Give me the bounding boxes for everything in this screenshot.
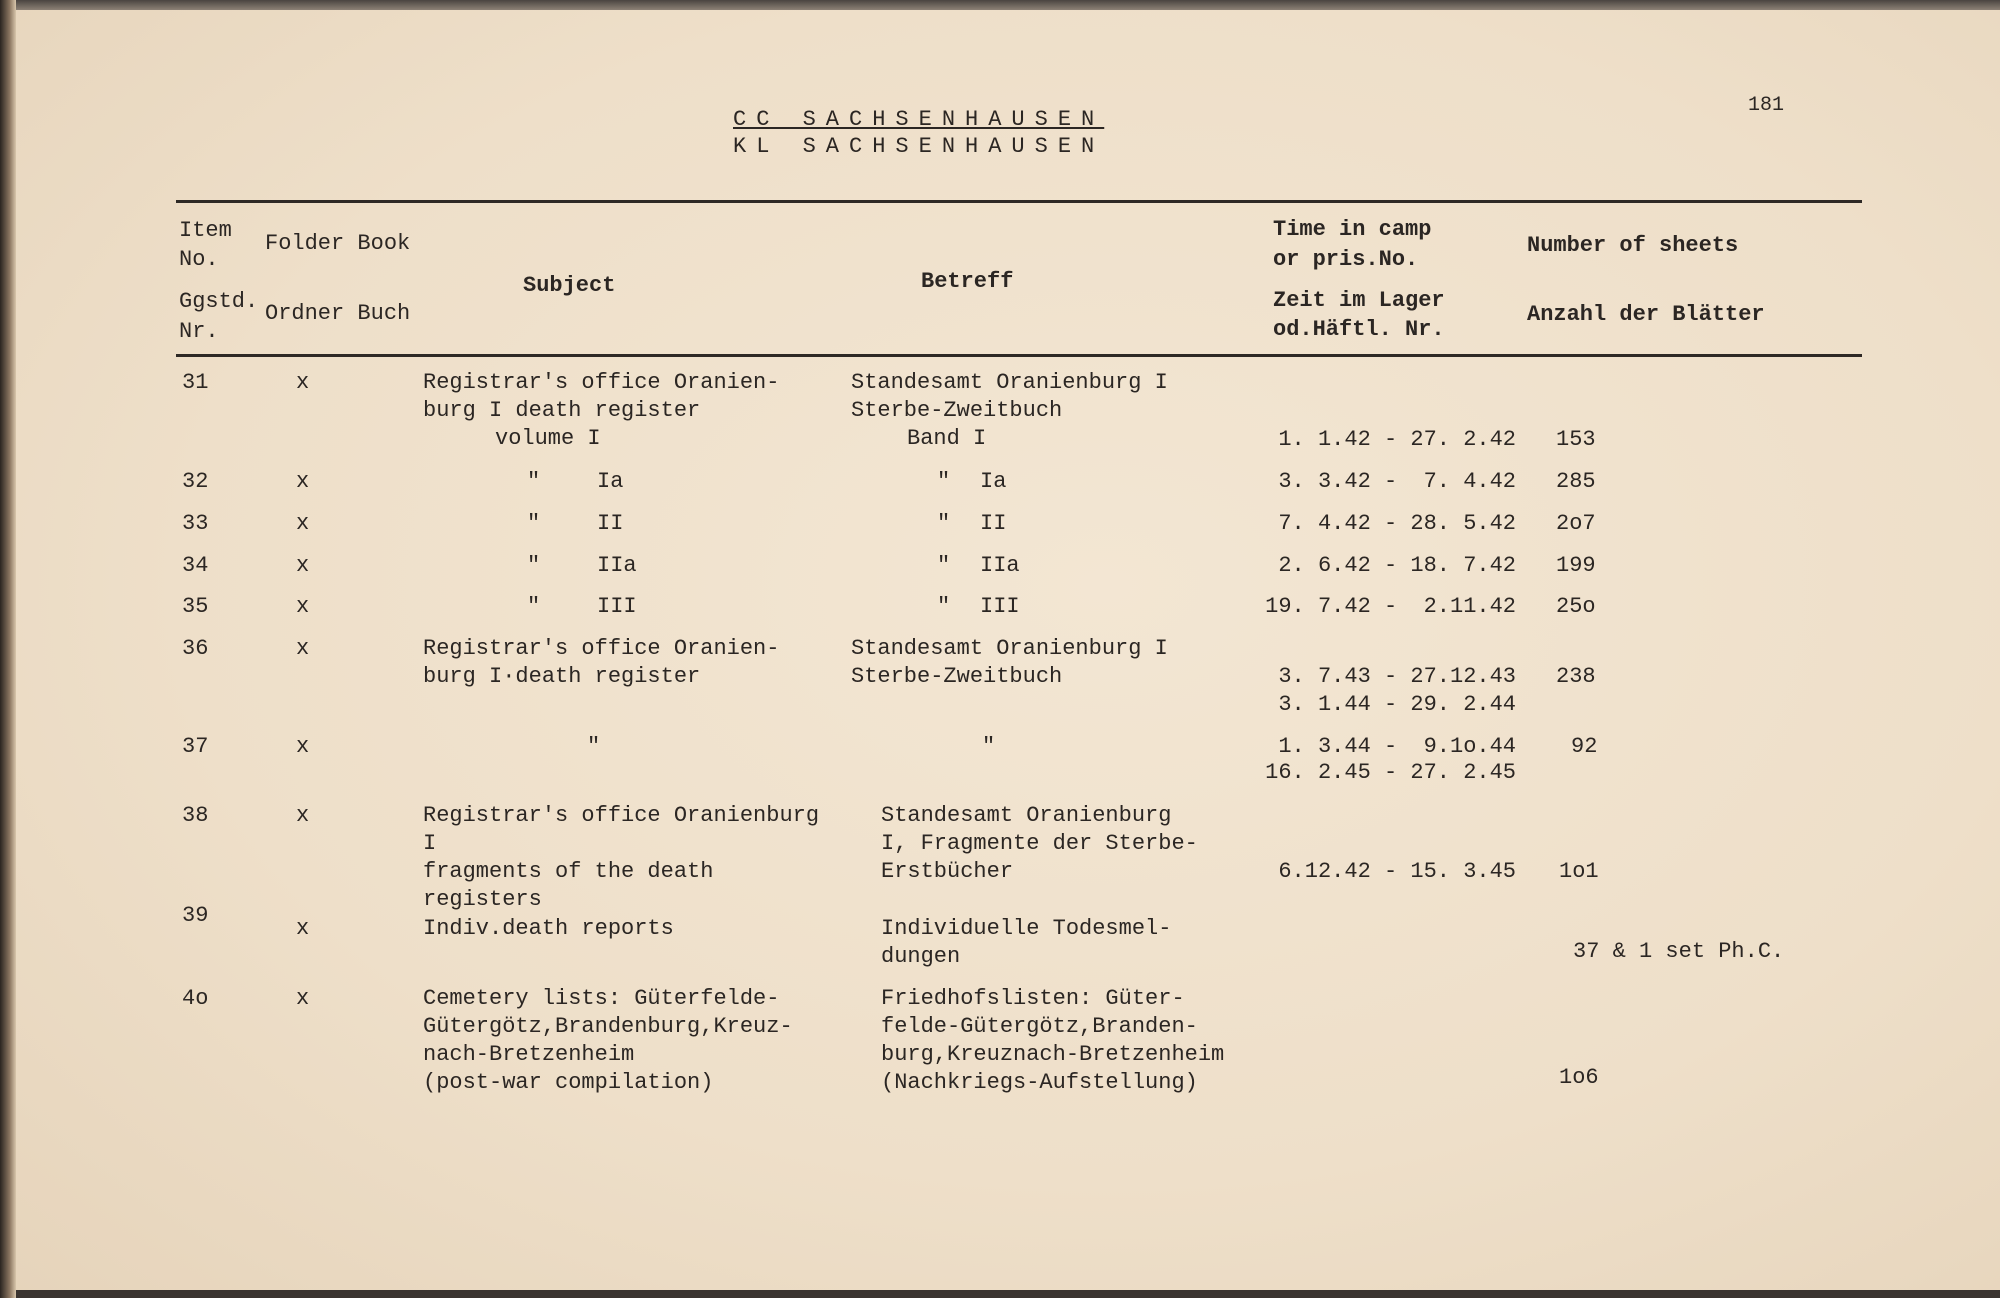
header-item: Item	[179, 218, 232, 243]
subject-volume: Ia	[597, 469, 624, 494]
header-number-of-sheets: Number of sheets	[1527, 233, 1739, 258]
folder-mark: x	[296, 916, 310, 941]
number-of-sheets: 153	[1556, 427, 1596, 452]
number-of-sheets: 285	[1556, 469, 1596, 494]
time-in-camp: 6.12.42 - 15. 3.45	[1278, 859, 1516, 884]
item-number: 4o	[182, 986, 209, 1011]
subject-line: burg I death register	[423, 398, 701, 423]
subject-line: fragments of the death	[423, 859, 714, 884]
time-in-camp: 3. 1.44 - 29. 2.44	[1278, 692, 1516, 717]
betreff-line: Standesamt Oranienburg I	[851, 370, 1168, 395]
header-haeftl-nr: od.Häftl. Nr.	[1273, 317, 1445, 342]
betreff-line: burg,Kreuznach-Bretzenheim	[881, 1042, 1225, 1067]
folder-mark: x	[296, 469, 310, 494]
header-top-rule	[176, 200, 1862, 203]
subject-line: nach-Bretzenheim	[423, 1042, 635, 1067]
header-item-no: No.	[179, 247, 219, 272]
folder-mark: x	[296, 594, 310, 619]
betreff-ditto-mark: "	[937, 594, 951, 619]
title-line-1: CC SACHSENHAUSEN	[733, 107, 1105, 132]
betreff-line: Sterbe-Zweitbuch	[851, 664, 1063, 689]
item-number: 32	[182, 469, 209, 494]
betreff-line: Band I	[907, 426, 987, 451]
betreff-line: felde-Gütergötz,Branden-	[881, 1014, 1198, 1039]
time-in-camp: 3. 3.42 - 7. 4.42	[1278, 469, 1516, 494]
subject-volume: IIa	[597, 553, 637, 578]
betreff-line: (Nachkriegs-Aufstellung)	[881, 1070, 1198, 1095]
subject-volume: II	[597, 511, 624, 536]
number-of-sheets: 199	[1556, 553, 1596, 578]
betreff-line: Individuelle Todesmel-	[881, 916, 1172, 941]
number-of-sheets: 25o	[1556, 594, 1596, 619]
binding-edge	[0, 0, 16, 1298]
subject-line: I	[423, 831, 437, 856]
item-number: 39	[182, 903, 209, 928]
subject-line: Gütergötz,Brandenburg,Kreuz-	[423, 1014, 793, 1039]
number-of-sheets: 37 & 1 set Ph.C.	[1573, 939, 1785, 964]
subject-line: burg I·death register	[423, 664, 701, 689]
time-in-camp: 7. 4.42 - 28. 5.42	[1278, 511, 1516, 536]
subject-line: (post-war compilation)	[423, 1070, 714, 1095]
item-number: 36	[182, 636, 209, 661]
item-number: 31	[182, 370, 209, 395]
betreff-ditto-mark: "	[937, 511, 951, 536]
subject-ditto-mark: "	[527, 594, 541, 619]
time-in-camp: 2. 6.42 - 18. 7.42	[1278, 553, 1516, 578]
folder-mark: x	[296, 553, 310, 578]
time-in-camp: 3. 7.43 - 27.12.43	[1278, 664, 1516, 689]
folder-mark: x	[296, 986, 310, 1011]
betreff-ditto-mark: "	[937, 553, 951, 578]
header-betreff: Betreff	[921, 269, 1014, 294]
header-bottom-rule	[176, 354, 1862, 357]
number-of-sheets: 92	[1571, 734, 1598, 759]
subject-ditto-mark: "	[587, 734, 601, 759]
subject-line: volume I	[495, 426, 601, 451]
folder-mark: x	[296, 511, 310, 536]
header-ggstd: Ggstd.	[179, 289, 259, 314]
folder-mark: x	[296, 370, 310, 395]
header-pris-no: or pris.No.	[1273, 247, 1419, 272]
number-of-sheets: 238	[1556, 664, 1596, 689]
betreff-ditto-mark: "	[937, 469, 951, 494]
betreff-volume: Ia	[980, 469, 1007, 494]
number-of-sheets: 1o1	[1559, 859, 1599, 884]
betreff-volume: IIa	[980, 553, 1020, 578]
betreff-line: Friedhofslisten: Güter-	[881, 986, 1185, 1011]
header-folder-book: Folder Book	[265, 231, 411, 256]
item-number: 33	[182, 511, 209, 536]
title-line-2: KL SACHSENHAUSEN	[733, 134, 1105, 159]
betreff-line: dungen	[881, 944, 961, 969]
time-in-camp: 1. 3.44 - 9.1o.44	[1278, 734, 1516, 759]
folder-mark: x	[296, 803, 310, 828]
subject-volume: III	[597, 594, 637, 619]
page-number: 181	[1748, 94, 1785, 117]
betreff-line: Standesamt Oranienburg I	[851, 636, 1168, 661]
subject-line: Registrar's office Oranienburg	[423, 803, 820, 828]
subject-ditto-mark: "	[527, 553, 541, 578]
header-anzahl-blaetter: Anzahl der Blätter	[1527, 302, 1765, 327]
folder-mark: x	[296, 734, 310, 759]
betreff-volume: II	[980, 511, 1007, 536]
betreff-line: Sterbe-Zweitbuch	[851, 398, 1063, 423]
header-zeit-im-lager: Zeit im Lager	[1273, 288, 1445, 313]
time-in-camp: 16. 2.45 - 27. 2.45	[1265, 760, 1516, 785]
subject-ditto-mark: "	[527, 511, 541, 536]
betreff-ditto-mark: "	[982, 734, 996, 759]
item-number: 37	[182, 734, 209, 759]
number-of-sheets: 1o6	[1559, 1065, 1599, 1090]
item-number: 35	[182, 594, 209, 619]
subject-ditto-mark: "	[527, 469, 541, 494]
item-number: 38	[182, 803, 209, 828]
subject-line: Cemetery lists: Güterfelde-	[423, 986, 780, 1011]
header-nr: Nr.	[179, 319, 219, 344]
time-in-camp: 1. 1.42 - 27. 2.42	[1278, 427, 1516, 452]
header-subject: Subject	[523, 273, 616, 298]
betreff-line: Erstbücher	[881, 859, 1014, 884]
betreff-line: I, Fragmente der Sterbe-	[881, 831, 1198, 856]
header-ordner-buch: Ordner Buch	[265, 301, 411, 326]
subject-line: Registrar's office Oranien-	[423, 636, 780, 661]
subject-line: Indiv.death reports	[423, 916, 674, 941]
betreff-line: Standesamt Oranienburg	[881, 803, 1172, 828]
folder-mark: x	[296, 636, 310, 661]
header-time-in-camp: Time in camp	[1273, 217, 1432, 242]
subject-line: Registrar's office Oranien-	[423, 370, 780, 395]
time-in-camp: 19. 7.42 - 2.11.42	[1265, 594, 1516, 619]
number-of-sheets: 2o7	[1556, 511, 1596, 536]
item-number: 34	[182, 553, 209, 578]
subject-line: registers	[423, 887, 542, 912]
betreff-volume: III	[980, 594, 1020, 619]
